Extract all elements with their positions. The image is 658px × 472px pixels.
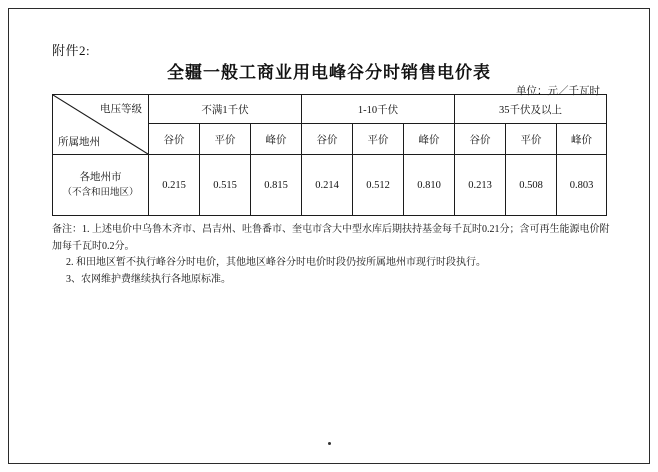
- price-type-g2-flat: 平价: [353, 124, 404, 155]
- value-g2-valley: 0.214: [302, 155, 353, 216]
- value-g2-peak: 0.810: [404, 155, 455, 216]
- page-title: 全疆一般工商业用电峰谷分时销售电价表: [167, 63, 491, 82]
- corner-bottom-label: 所属地州: [58, 137, 100, 148]
- region-cell: [53, 155, 149, 216]
- value-g1-peak: 0.815: [251, 155, 302, 216]
- table-corner-cell: [53, 95, 149, 155]
- unit-note: 单位：元／千瓦时: [516, 86, 600, 97]
- notes-item-1: 1. 上述电价中乌鲁木齐市、昌吉州、吐鲁番市、奎屯市含大中型水库后期扶持基金每千瓦时0.21分；含可再生能源电价附加每千瓦时0.2分。: [52, 224, 610, 252]
- notes-line-1: [52, 222, 612, 255]
- price-type-g3-valley: 谷价: [455, 124, 506, 155]
- voltage-group-1: 不满1千伏: [149, 95, 302, 124]
- price-type-g2-valley: 谷价: [302, 124, 353, 155]
- value-g2-flat: 0.512: [353, 155, 404, 216]
- price-type-g3-flat: 平价: [506, 124, 557, 155]
- voltage-group-3: 35千伏及以上: [455, 95, 607, 124]
- region-sub: （不含和田地区）: [62, 187, 139, 198]
- value-g3-valley: 0.213: [455, 155, 506, 216]
- notes-item-3: 3、农网维护费继续执行各地原标准。: [66, 273, 231, 285]
- price-type-g1-valley: 谷价: [149, 124, 200, 155]
- price-type-g1-flat: 平价: [200, 124, 251, 155]
- notes-label: 备注：: [52, 224, 82, 235]
- voltage-group-2: 1-10千伏: [302, 95, 455, 124]
- table-row: [53, 155, 607, 216]
- price-type-g3-peak: 峰价: [557, 124, 607, 155]
- price-table: [52, 94, 607, 216]
- price-type-g1-peak: 峰价: [251, 124, 302, 155]
- footer-dot: [328, 442, 331, 445]
- value-g3-peak: 0.803: [557, 155, 607, 216]
- corner-top-label: 电压等级: [100, 104, 142, 115]
- table-header-row-groups: [53, 95, 607, 124]
- region-main: 各地州市: [79, 171, 122, 183]
- value-g3-flat: 0.508: [506, 155, 557, 216]
- value-g1-valley: 0.215: [149, 155, 200, 216]
- price-type-g2-peak: 峰价: [404, 124, 455, 155]
- attachment-label: 附件2:: [52, 43, 91, 58]
- notes-item-2: 2. 和田地区暂不执行峰谷分时电价，其他地区峰谷分时电价时段仍按所属地州市现行时段执行。: [66, 257, 486, 268]
- value-g1-flat: 0.515: [200, 155, 251, 216]
- notes-block: [52, 222, 612, 288]
